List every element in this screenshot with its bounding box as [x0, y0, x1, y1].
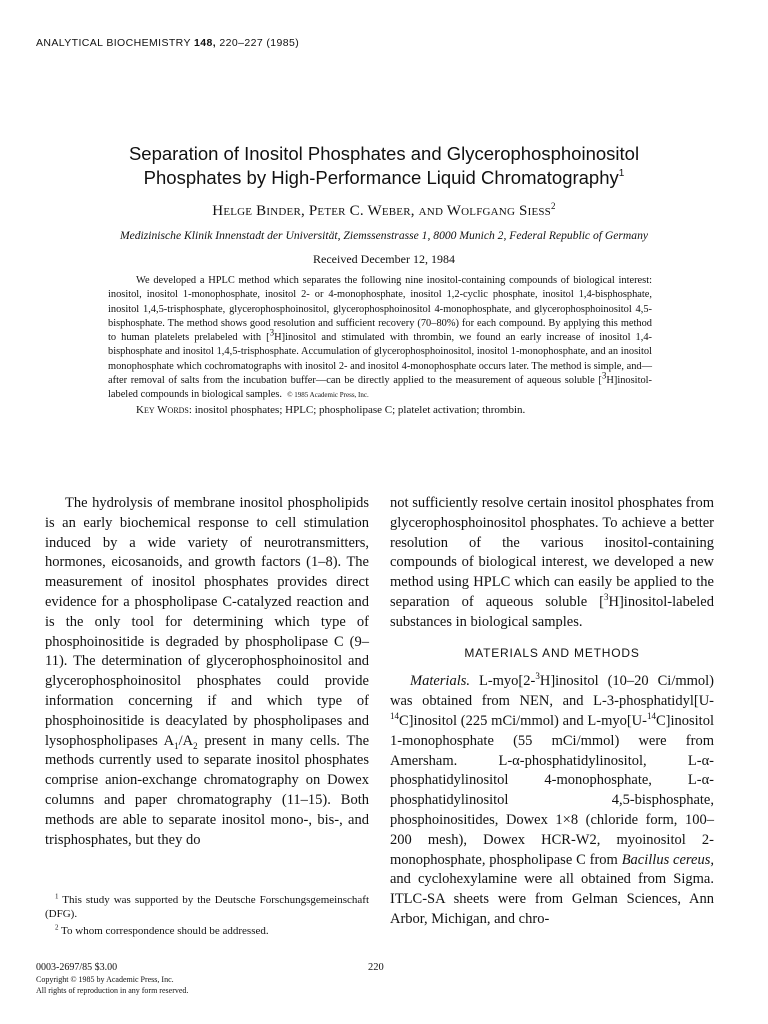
intro-continued-paragraph — [390, 494, 714, 633]
materials-text-5: and cyclohexylamine were all obtained from Sigma. ITLC-SA sheets were from Gelman Sciences, Ann Arbor, Michigan, and chro- — [390, 871, 714, 927]
materials-sup-2: 14 — [390, 711, 399, 722]
authors-text: Helge Binder, Peter C. Weber, and Wolfgang Siess — [212, 203, 552, 219]
abstract — [108, 274, 652, 417]
materials-sup-3: 14 — [646, 711, 656, 722]
abstract-sup-1: 3 — [269, 327, 275, 338]
footnotes — [45, 893, 369, 941]
abstract-text-1: We developed a HPLC method which separates the following nine inositol-containing compounds of biological interest: inositol, inositol 1-monophosphate, inositol 2- or 4-monophosphate, inositol 1,2-cyclic phosphate, inositol 1,4-bisphosphate, inositol 1,4,5-trisphosphate, glycerophosphoinositol, glycerophosphoinositol 4-monophosphate, and glycerophosphoinositol 4,5-bisphosphate. The method shows good resolution and sufficient recovery (70–80%) for each compound. By applying this method to human platelets prelabeled with [ — [108, 275, 652, 344]
page-number: 220 — [368, 962, 384, 973]
keywords-label: Key Words: — [136, 403, 192, 416]
materials-paragraph — [390, 672, 714, 929]
footnote-2-mark: 2 — [55, 923, 59, 932]
footnote-2 — [45, 924, 369, 938]
received-date: Received December 12, 1984 — [313, 252, 455, 266]
materials-label: Materials. — [410, 673, 471, 690]
footer-copyright: Copyright © 1985 by Academic Press, Inc. — [36, 974, 174, 984]
materials-text-2: H]inositol (10–20 Ci/mmol) was obtained from NEN, and L-3-phosphatidyl[U- — [390, 673, 715, 710]
intro-cont-sup: 3 — [603, 592, 609, 603]
intro-text-2: /A — [178, 732, 194, 749]
intro-sub-2: 2 — [193, 740, 198, 751]
journal-volume: 148, — [194, 37, 217, 49]
journal-pages-year: 220–227 (1985) — [219, 37, 300, 49]
footnote-1-text: This study was supported by the Deutsche Forschungsgemeinschaft (DFG). — [45, 894, 369, 920]
journal-name: ANALYTICAL BIOCHEMISTRY — [36, 37, 191, 49]
intro-text-3: present in many cells. The methods currently used to separate inositol phosphates comprise anion-exchange chromatography on Dowex columns and paper chromatography (11–15). Both methods are able to separate inositol mono-, bis-, and trisphosphates, but they do — [45, 732, 370, 848]
affiliation: Medizinische Klinik Innenstadt der Universität, Ziemssenstrasse 1, 8000 Munich 2, Federal Republic of Germany — [119, 229, 649, 242]
materials-text-3: C]inositol (225 mCi/mmol) and L-myo[U- — [399, 712, 647, 729]
abstract-text-2: H]inositol and stimulated with thrombin, we found an early increase of inositol 1,4-bisphosphate and inositol 1,4,5-trisphosphate. Accumulation of glycerophosphoinositol, inositol 1-monophosphate, and an inositol monophosphate which cochromatographs with inositol 2- and inositol 4-monophosphate occurs later. The method is simple, and—after removal of salts from the incubation buffer—can be directly applied to the measurement of aqueous soluble [ — [108, 332, 652, 387]
intro-paragraph — [45, 494, 369, 850]
section-heading: MATERIALS AND METHODS — [464, 645, 640, 660]
intro-sub-1: 1 — [174, 740, 179, 751]
intro-text-1: The hydrolysis of membrane inositol phospholipids is an early biochemical response to cell stimulation induced by a wide variety of neurotransmitters, hormones, eicosanoids, and growth factors (1–8). The measurement of inositol phosphates provides direct evidence for a phospholipase C-catalyzed reaction and is the only tool for determining which type of phosphoinositide is degraded by phospholipase C (9–11). The determination of glycerophosphoinositol and glycerophosphoinositol phosphates could provide information concerning if and which type of phosphoinositide is deacylated by phospholipases and lysophospholipases A — [45, 495, 369, 749]
abstract-text-3: H]inositol-labeled compounds in biological samples. — [108, 375, 652, 401]
journal-header — [36, 37, 299, 49]
abstract-paragraph — [108, 274, 652, 403]
footnote-1-mark: 1 — [55, 892, 59, 901]
keywords — [108, 403, 652, 417]
abstract-sup-2: 3 — [601, 370, 607, 381]
materials-text-4: C]inositol 1-monophosphate (55 mCi/mmol) were from Amersham. L-α-phosphatidylinositol, L-α-phosphatidylinositol 4-monophosphate, L-α-phosphatidylinositol 4,5-bisphosphate, phosphoinositides, Dowex 1×8 (chloride form, 100–200 mesh), Dowex HCR-W2, myoinositol 2-monophosphate, phospholipase C from — [390, 712, 714, 868]
footer-code: 0003-2697/85 $3.00 — [36, 962, 118, 973]
title-line-1: Separation of Inositol Phosphates and Glycerophosphoinositol — [128, 143, 640, 164]
materials-species: Bacillus cereus, — [621, 851, 714, 868]
title-footnote-mark: 1 — [618, 168, 625, 179]
body-right-column — [390, 494, 714, 930]
title-line-2: Phosphates by High-Performance Liquid Chromatography — [143, 167, 619, 188]
article-title — [40, 142, 728, 190]
body-left-column — [45, 494, 369, 850]
keywords-text: inositol phosphates; HPLC; phospholipase C; platelet activation; thrombin. — [194, 403, 526, 416]
footer-rights: All rights of reproduction in any form reserved. — [36, 986, 189, 995]
intro-cont-text-2: H]inositol-labeled substances in biological samples. — [390, 593, 714, 630]
abstract-copyright: © 1985 Academic Press, Inc. — [287, 391, 369, 400]
footnote-1 — [45, 893, 369, 921]
intro-cont-text-1: not sufficiently resolve certain inositol phosphates from glycerophosphoinositol phosphates. To achieve a better resolution of the various inositol-containing compounds of biological interest, we developed a new method using HPLC which can easily be applied to the separation of aqueous soluble [ — [390, 495, 714, 610]
materials-text-1: L-myo[2- — [470, 673, 536, 690]
footnote-2-text: To whom correspondence should be addressed. — [58, 925, 269, 937]
author-footnote-mark: 2 — [551, 201, 556, 211]
author-list — [40, 203, 728, 220]
page-footer — [36, 962, 188, 997]
materials-sup-1: 3 — [535, 671, 540, 682]
